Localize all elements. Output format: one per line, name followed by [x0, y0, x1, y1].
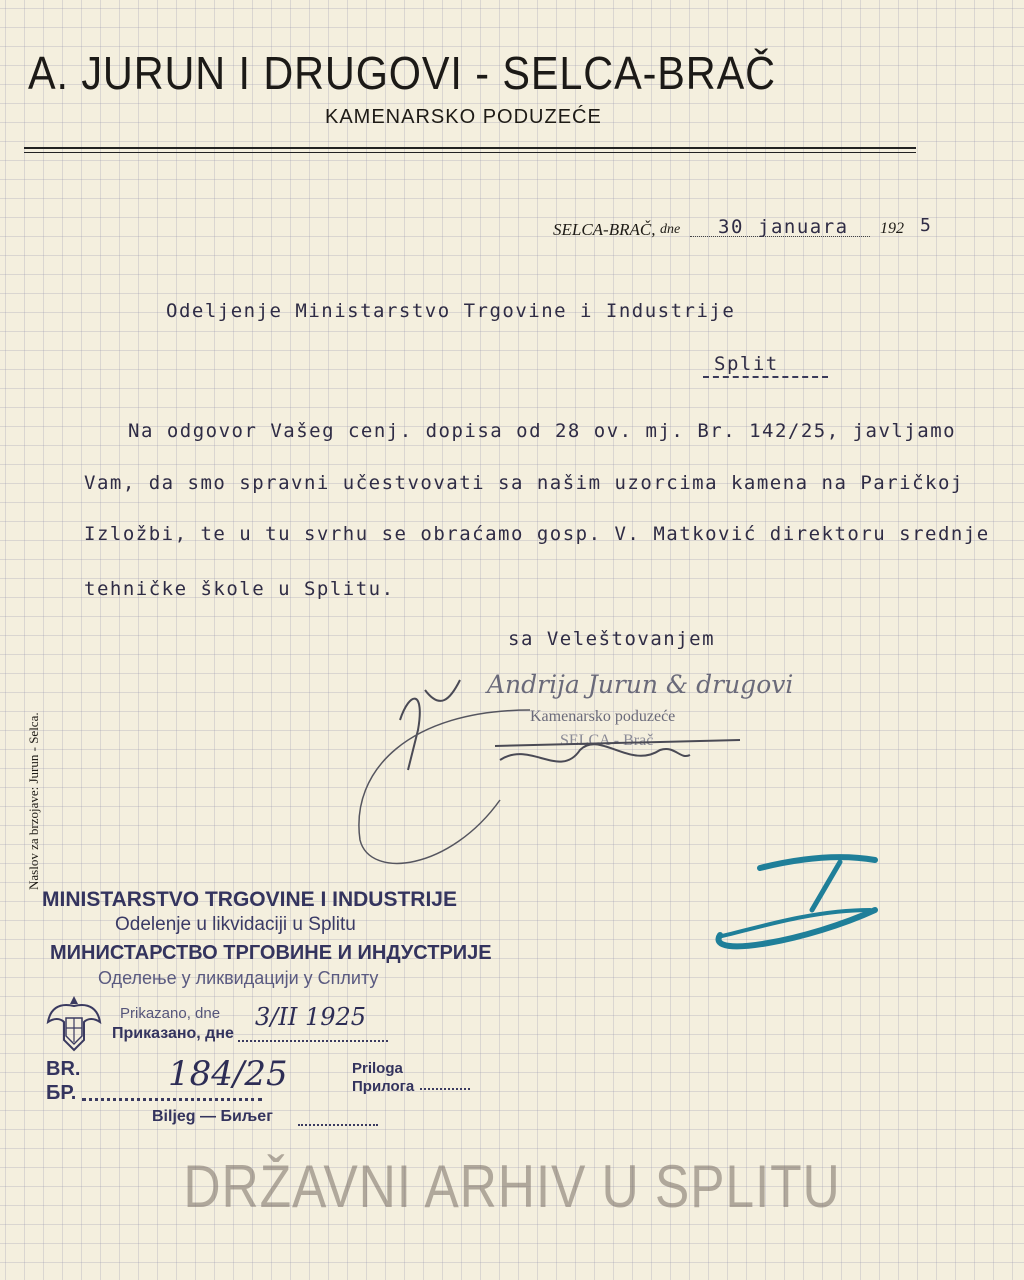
archive-watermark: DRŽAVNI ARHIV U SPLITU: [183, 1153, 841, 1220]
received-label-latin: Prikazano, dne: [120, 1005, 221, 1022]
company-subtitle: KAMENARSKO PODUZEĆE: [325, 106, 602, 128]
handwritten-signature: [330, 650, 750, 890]
br-dots: [82, 1098, 262, 1101]
priloga-label-cyrillic: Прилога: [352, 1078, 415, 1095]
biljeg-label: Biljeg — Биљег: [152, 1108, 273, 1125]
coat-of-arms-icon: [44, 988, 104, 1058]
dateline-place: SELCA-BRAČ,: [553, 220, 656, 239]
margin-telegram-note: Naslov za brzojave: Jurun - Selca.: [26, 712, 41, 890]
biljeg-dots: [298, 1124, 378, 1126]
signature-stamp-line-1: Andrija Jurun & drugovi: [487, 670, 794, 699]
dateline-year-digit: 5: [920, 215, 933, 236]
dateline-year-prefix: 192: [880, 220, 904, 237]
dateline-dne-label: dne: [660, 222, 681, 237]
recipient-line-2: Split: [714, 353, 779, 375]
dateline-day: 30: [718, 216, 744, 238]
closing: sa Veleštovanjem: [508, 628, 716, 650]
body-line-2: Vam, da smo spravni učestvovati sa našim uzorcima kamena na Paričkoj: [84, 472, 964, 494]
recipient-underline: [703, 376, 828, 378]
body-line-3: Izložbi, te u tu svrhu se obraćamo gosp. V. Matković direktoru srednje: [84, 523, 990, 545]
registry-stamp-line-3: МИНИСТАРСТВО ТРГОВИНЕ И ИНДУСТРИЈЕ: [50, 942, 492, 964]
registry-number: 184/25: [168, 1054, 288, 1094]
letterhead-rule: [24, 147, 916, 149]
received-date: 3/II 1925: [255, 1003, 367, 1031]
br-label-cyrillic: БР.: [46, 1082, 77, 1104]
dateline-month: januara: [758, 216, 849, 238]
letterhead-rule-thin: [24, 152, 916, 153]
registry-stamp-line-2: Odelenje u likvidaciji u Splitu: [115, 914, 356, 935]
br-label-latin: BR.: [46, 1058, 81, 1080]
signature-stamp-line-2: Kamenarsko poduzeće: [530, 708, 676, 725]
priloga-label-latin: Priloga: [352, 1060, 403, 1077]
registry-stamp-line-4: Оделење у ликвидацији у Сплиту: [98, 968, 379, 988]
received-label-cyrillic: Приказано, дне: [112, 1025, 234, 1042]
blue-pencil-mark: [690, 840, 890, 970]
signature-stamp-line-3: SELCA - Brač: [560, 732, 654, 749]
company-name: A. JURUN I DRUGOVI - SELCA-BRAČ: [28, 47, 776, 99]
priloga-dots: [420, 1088, 470, 1090]
received-dots: [238, 1040, 388, 1042]
body-line-1: Na odgovor Vašeg cenj. dopisa od 28 ov. mj. Br. 142/25, javljamo: [128, 420, 957, 442]
registry-stamp-line-1: MINISTARSTVO TRGOVINE I INDUSTRIJE: [42, 888, 457, 911]
recipient-line-1: Odeljenje Ministarstvo Trgovine i Industrije: [166, 300, 736, 322]
body-line-4: tehničke škole u Splitu.: [84, 578, 395, 600]
